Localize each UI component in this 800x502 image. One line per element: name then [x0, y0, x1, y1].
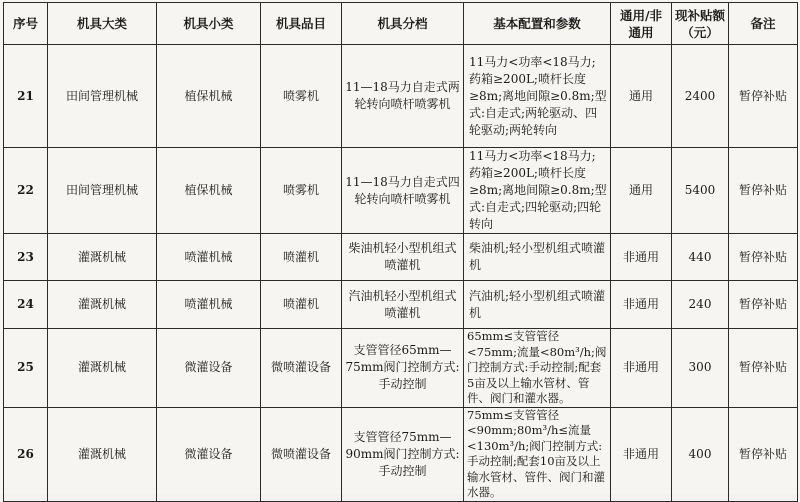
cell-category: 灌溉机械 [48, 329, 157, 408]
cell-subcategory: 植保机械 [157, 45, 261, 148]
cell-config: 柴油机;轻小型机组式喷灌机 [464, 234, 611, 281]
cell-no: 24 [4, 281, 48, 329]
cell-subsidy: 2400 [672, 45, 729, 148]
cell-remark: 暂停补贴 [729, 407, 798, 501]
cell-grade: 11—18马力自走式四轮转向喷杆喷雾机 [342, 148, 464, 234]
cell-subcategory: 喷灌机械 [157, 281, 261, 329]
cell-general: 非通用 [611, 234, 672, 281]
cell-category: 灌溉机械 [48, 407, 157, 501]
cell-subcategory: 喷灌机械 [157, 234, 261, 281]
cell-subsidy: 5400 [672, 148, 729, 234]
cell-subsidy: 400 [672, 407, 729, 501]
cell-item: 喷灌机 [261, 281, 342, 329]
header-no: 序号 [4, 3, 48, 45]
header-subcategory: 机具小类 [157, 3, 261, 45]
cell-subcategory: 微灌设备 [157, 407, 261, 501]
cell-general: 通用 [611, 148, 672, 234]
cell-config: 65mm≤支管管径<75mm;流量<80m³/h;阀门控制方式:手动控制;配套5亩及以上输水管材、管件、阀门和灌水器。 [464, 329, 611, 408]
table-row [4, 407, 798, 501]
cell-config: 汽油机;轻小型机组式喷灌机 [464, 281, 611, 329]
cell-general: 非通用 [611, 329, 672, 408]
cell-subsidy: 300 [672, 329, 729, 408]
cell-no: 21 [4, 45, 48, 148]
cell-subcategory: 植保机械 [157, 148, 261, 234]
cell-item: 微喷灌设备 [261, 407, 342, 501]
table-row [4, 281, 798, 329]
cell-grade: 柴油机轻小型机组式喷灌机 [342, 234, 464, 281]
cell-no: 25 [4, 329, 48, 408]
header-category: 机具大类 [48, 3, 157, 45]
header-config: 基本配置和参数 [464, 3, 611, 45]
cell-general: 通用 [611, 45, 672, 148]
cell-config: 75mm≤支管管径<90mm;80m³/h≤流量<130m³/h;阀门控制方式:手动控制;配套10亩及以上输水管材、管件、阀门和灌水器。 [464, 407, 611, 501]
table-row [4, 329, 798, 408]
header-grade: 机具分档 [342, 3, 464, 45]
header-general: 通用/非通用 [611, 3, 672, 45]
table-row [4, 45, 798, 148]
header-remark: 备注 [729, 3, 798, 45]
cell-config: 11马力<功率<18马力;药箱≥200L;喷杆长度≥8m;离地间隙≥0.8m;型式:自走式;四轮驱动;四轮转向 [464, 148, 611, 234]
cell-remark: 暂停补贴 [729, 281, 798, 329]
cell-remark: 暂停补贴 [729, 45, 798, 148]
cell-grade: 汽油机轻小型机组式喷灌机 [342, 281, 464, 329]
cell-grade: 11—18马力自走式两轮转向喷杆喷雾机 [342, 45, 464, 148]
cell-item: 喷雾机 [261, 148, 342, 234]
cell-item: 喷雾机 [261, 45, 342, 148]
header-subsidy: 现补贴额（元） [672, 3, 729, 45]
cell-general: 非通用 [611, 407, 672, 501]
cell-remark: 暂停补贴 [729, 329, 798, 408]
cell-grade: 支管管径65mm—75mm阀门控制方式:手动控制 [342, 329, 464, 408]
cell-item: 喷灌机 [261, 234, 342, 281]
cell-subsidy: 240 [672, 281, 729, 329]
table-header-row [4, 3, 798, 45]
cell-no: 26 [4, 407, 48, 501]
subsidy-table [3, 2, 798, 502]
cell-remark: 暂停补贴 [729, 234, 798, 281]
cell-grade: 支管管径75mm—90mm阀门控制方式:手动控制 [342, 407, 464, 501]
cell-remark: 暂停补贴 [729, 148, 798, 234]
cell-item: 微喷灌设备 [261, 329, 342, 408]
cell-subsidy: 440 [672, 234, 729, 281]
cell-category: 灌溉机械 [48, 234, 157, 281]
table-row [4, 148, 798, 234]
cell-category: 灌溉机械 [48, 281, 157, 329]
table-row [4, 234, 798, 281]
cell-category: 田间管理机械 [48, 45, 157, 148]
cell-general: 非通用 [611, 281, 672, 329]
header-item: 机具品目 [261, 3, 342, 45]
cell-no: 23 [4, 234, 48, 281]
cell-category: 田间管理机械 [48, 148, 157, 234]
cell-config: 11马力<功率<18马力;药箱≥200L;喷杆长度≥8m;离地间隙≥0.8m;型式:自走式;两轮驱动、四轮驱动;两轮转向 [464, 45, 611, 148]
cell-subcategory: 微灌设备 [157, 329, 261, 408]
cell-no: 22 [4, 148, 48, 234]
